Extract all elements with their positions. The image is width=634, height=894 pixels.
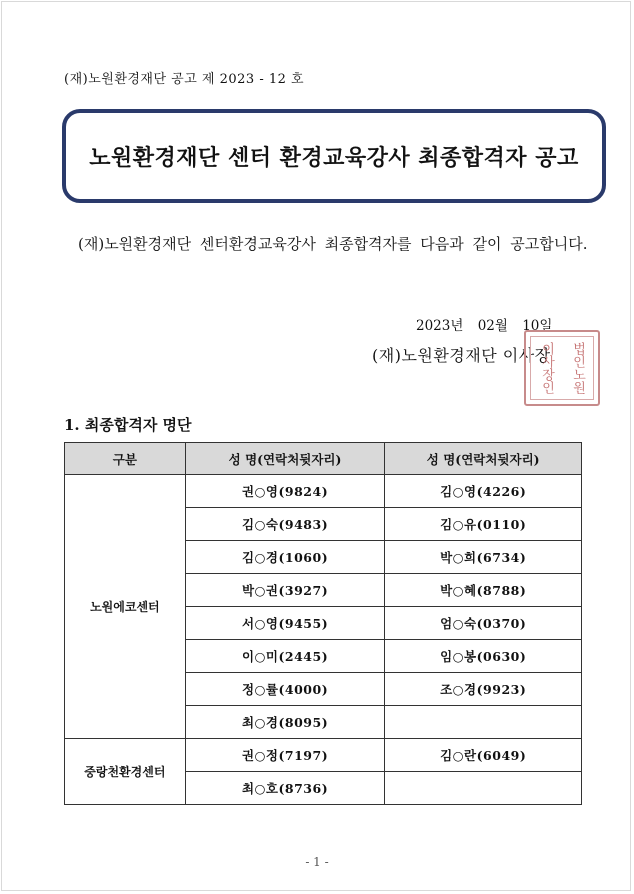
finalist-cell: 조○경(9923) (385, 673, 582, 706)
seal-text: 이사장인 (539, 342, 554, 394)
header-name-1: 성 명(연락처뒷자리) (185, 443, 385, 475)
notice-date: 2023년 02월 10일 (416, 318, 553, 334)
finalist-cell: 김○유(0110) (385, 508, 582, 541)
finalist-cell: 박○혜(8788) (385, 574, 582, 607)
finalist-cell-empty (385, 772, 582, 805)
header-name-2: 성 명(연락처뒷자리) (385, 443, 582, 475)
table-row (65, 475, 582, 508)
page-number: - 1 - (305, 855, 329, 869)
finalist-cell: 김○란(6049) (385, 739, 582, 772)
title-box (62, 109, 606, 203)
seal-text: 법인노원 (570, 342, 585, 394)
finalist-cell: 정○률(4000) (185, 673, 385, 706)
finalist-cell: 최○호(8736) (185, 772, 385, 805)
notice-number: (재)노원환경재단 공고 제 2023 - 12 호 (64, 72, 305, 87)
finalist-cell: 최○경(8095) (185, 706, 385, 739)
center-nowon-eco: 노원에코센터 (65, 475, 186, 739)
finalist-cell: 김○경(1060) (185, 541, 385, 574)
finalist-cell: 서○영(9455) (185, 607, 385, 640)
issuer-name: (재)노원환경재단 이사장 (372, 346, 551, 365)
seal-inner (530, 336, 594, 400)
finalist-table (64, 442, 582, 805)
finalist-cell: 박○희(6734) (385, 541, 582, 574)
finalist-cell: 임○봉(0630) (385, 640, 582, 673)
finalist-cell: 이○미(2445) (185, 640, 385, 673)
finalist-cell: 엄○숙(0370) (385, 607, 582, 640)
official-seal (524, 330, 600, 406)
finalist-cell: 김○영(4226) (385, 475, 582, 508)
body-paragraph: (재)노원환경재단 센터환경교육강사 최종합격자를 다음과 같이 공고합니다. (78, 235, 588, 253)
table-row (65, 739, 582, 772)
finalist-cell: 박○권(3927) (185, 574, 385, 607)
section-heading: 1. 최종합격자 명단 (64, 416, 192, 434)
finalist-cell: 권○정(7197) (185, 739, 385, 772)
center-jungnangcheon: 중랑천환경센터 (65, 739, 186, 805)
finalist-cell: 권○영(9824) (185, 475, 385, 508)
table-header-row (65, 443, 582, 475)
page-title: 노원환경재단 센터 환경교육강사 최종합격자 공고 (89, 145, 579, 171)
finalist-cell-empty (385, 706, 582, 739)
finalist-cell: 김○숙(9483) (185, 508, 385, 541)
header-category: 구분 (65, 443, 186, 475)
